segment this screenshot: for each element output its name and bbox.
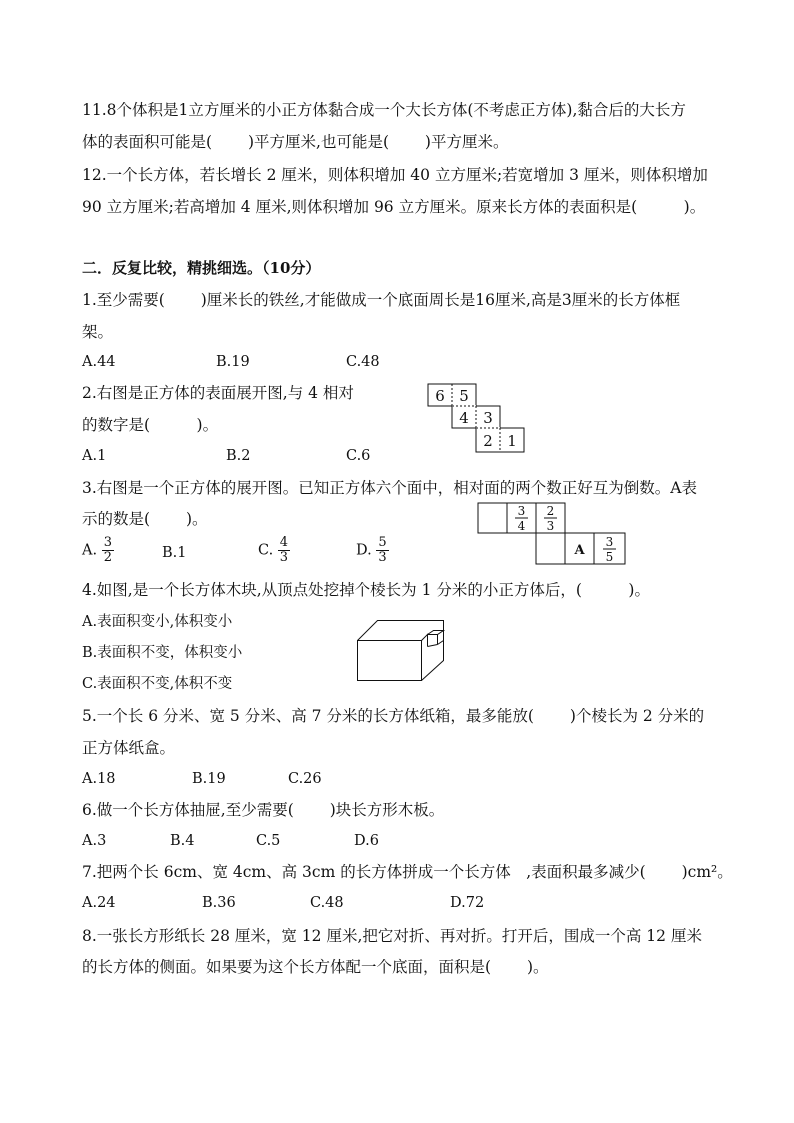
option-label: D. xyxy=(356,542,372,559)
option-label: A. xyxy=(82,542,98,559)
c4-option-a[interactable]: A.表面积变小,体积变小 xyxy=(82,614,233,630)
c5-line2: 正方体纸盒。 xyxy=(82,739,176,757)
c4-option-c[interactable]: C.表面积不变,体积不变 xyxy=(82,676,233,692)
c2-line2: 的数字是( )。 xyxy=(82,416,219,434)
c1-option-a[interactable]: A.44 xyxy=(82,354,116,370)
fraction xyxy=(102,536,114,565)
c7-option-c[interactable]: C.48 xyxy=(310,895,344,911)
c1-option-c[interactable]: C.48 xyxy=(346,354,380,370)
c6-line1: 6.做一个长方体抽屉,至少需要( )块长方形木板。 xyxy=(82,801,445,819)
c4-option-b[interactable]: B.表面积不变，体积变小 xyxy=(82,645,243,661)
net-cell-numerator: 2 xyxy=(546,504,555,518)
net-digit: 2 xyxy=(483,432,493,450)
c1-line2: 架。 xyxy=(82,323,114,341)
numerator: 3 xyxy=(103,535,112,550)
fraction xyxy=(278,536,290,565)
net-digit: 1 xyxy=(507,432,517,450)
option-label: C. xyxy=(258,542,274,559)
c5-line1: 5.一个长 6 分米、宽 5 分米、高 7 分米的长方体纸箱，最多能放( )个棱长为 2 分米的 xyxy=(82,707,705,725)
net-digit: 5 xyxy=(459,387,469,405)
q11-line1: 11.8个体积是1立方厘米的小正方体黏合成一个大长方体(不考虑正方体),黏合后的大长方 xyxy=(82,101,686,119)
net-cell-numerator: 3 xyxy=(605,535,614,549)
denominator: 2 xyxy=(103,550,112,565)
c5-option-a[interactable]: A.18 xyxy=(82,771,116,787)
q12-line2: 90 立方厘米;若高增加 4 厘米,则体积增加 96 立方厘米。原来长方体的表面积是( )。 xyxy=(82,198,706,216)
cube-net-figure-q3 xyxy=(478,503,626,565)
denominator: 3 xyxy=(378,550,387,565)
c7-option-a[interactable]: A.24 xyxy=(82,895,116,911)
denominator: 3 xyxy=(279,550,289,565)
c5-option-c[interactable]: C.26 xyxy=(288,771,322,787)
c3-option-c[interactable] xyxy=(258,536,290,565)
net-digit: 4 xyxy=(459,409,469,427)
c3-option-b[interactable]: B.1 xyxy=(162,545,187,561)
net-digit: 6 xyxy=(435,387,445,405)
c7-line1: 7.把两个长 6cm、宽 4cm、高 3cm 的长方体拼成一个长方体 ,表面积最多减少( )cm²。 xyxy=(82,863,733,881)
c3-option-a[interactable] xyxy=(82,536,114,565)
net-cell-numerator: 3 xyxy=(517,504,526,518)
c3-option-d[interactable] xyxy=(356,536,389,565)
fraction xyxy=(376,536,388,565)
c6-option-b[interactable]: B.4 xyxy=(170,833,195,849)
c6-option-d[interactable]: D.6 xyxy=(354,833,379,849)
net-cell-denominator: 5 xyxy=(605,550,614,564)
c2-option-a[interactable]: A.1 xyxy=(82,448,107,464)
c3-line1: 3.右图是一个正方体的展开图。已知正方体六个面中，相对面的两个数正好互为倒数。A表 xyxy=(82,479,697,497)
c2-option-b[interactable]: B.2 xyxy=(226,448,251,464)
net-cell-denominator: 3 xyxy=(546,519,555,533)
c6-option-c[interactable]: C.5 xyxy=(256,833,281,849)
c7-option-b[interactable]: B.36 xyxy=(202,895,236,911)
net-digit: 3 xyxy=(483,409,493,427)
q11-line2: 体的表面积可能是( )平方厘米,也可能是( )平方厘米。 xyxy=(82,133,509,151)
c5-option-b[interactable]: B.19 xyxy=(192,771,226,787)
c7-option-d[interactable]: D.72 xyxy=(450,895,485,911)
c2-option-c[interactable]: C.6 xyxy=(346,448,371,464)
net-cell-denominator: 4 xyxy=(517,519,526,533)
section-title: 二．反复比较，精挑细选。（10分） xyxy=(82,259,321,277)
c8-line1: 8.一张长方形纸长 28 厘米，宽 12 厘米,把它对折、再对折。打开后，围成一个高 12 厘米 xyxy=(82,927,702,945)
net-cell-label: A xyxy=(574,543,585,558)
c3-line2: 示的数是( )。 xyxy=(82,510,208,528)
numerator: 5 xyxy=(378,535,387,550)
c6-option-a[interactable]: A.3 xyxy=(82,833,107,849)
q12-line1: 12.一个长方体，若长增长 2 厘米，则体积增加 40 立方厘米;若宽增加 3 厘米，则体积增加 xyxy=(82,166,708,184)
cube-net-figure-q2 xyxy=(428,384,524,456)
c1-option-b[interactable]: B.19 xyxy=(216,354,250,370)
c8-line2: 的长方体的侧面。如果要为这个长方体配一个底面，面积是( )。 xyxy=(82,958,549,976)
c2-line1: 2.右图是正方体的表面展开图,与 4 相对 xyxy=(82,384,354,402)
c1-line1: 1.至少需要( )厘米长的铁丝,才能做成一个底面周长是16厘米,高是3厘米的长方体框 xyxy=(82,291,681,309)
c4-line1: 4.如图,是一个长方体木块,从顶点处挖掉个棱长为 1 分米的小正方体后，( )。 xyxy=(82,581,650,599)
cuboid-figure-q4 xyxy=(357,620,445,682)
numerator: 4 xyxy=(279,535,289,550)
